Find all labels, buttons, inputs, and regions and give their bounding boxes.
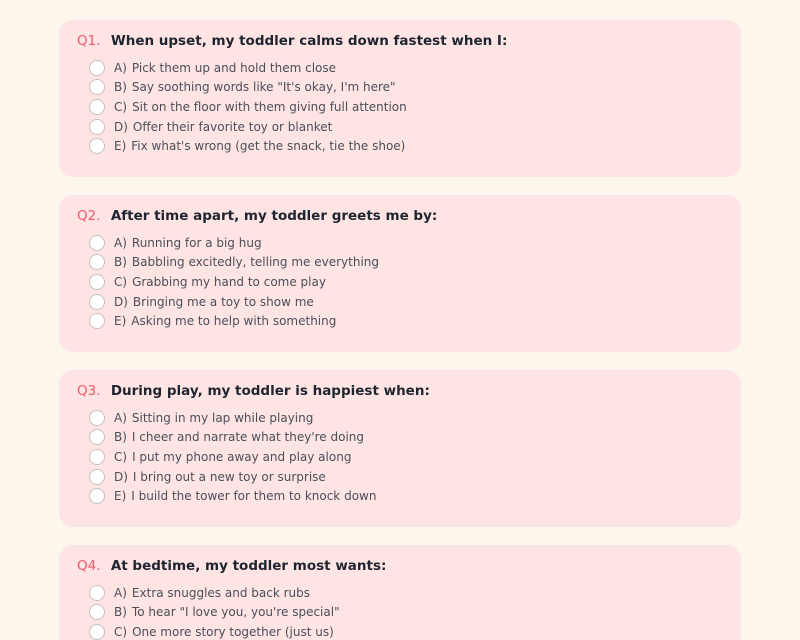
answer-option-d[interactable] [89,292,379,312]
question-card-q4 [59,545,741,640]
option-letter: D) [114,294,128,309]
radio-button-icon[interactable] [89,274,105,290]
option-letter: C) [114,99,128,114]
question-text: When upset, my toddler calms down fastest when I: [110,33,508,49]
radio-button-icon[interactable] [89,138,105,154]
option-text: To hear "I love you, you're special" [131,605,340,620]
answer-option-e[interactable] [89,311,379,331]
radio-button-icon[interactable] [89,119,105,135]
answer-option-a[interactable] [89,233,379,253]
question-number: Q1. [77,33,101,49]
answer-option-b[interactable] [89,603,340,623]
radio-button-icon[interactable] [89,99,105,115]
question-number: Q4. [77,558,101,574]
option-letter: E) [114,139,127,154]
option-text: One more story together (just us) [132,624,334,639]
answer-option-d[interactable] [89,467,376,487]
option-text: I cheer and narrate what they're doing [131,430,365,445]
option-text: Extra snuggles and back rubs [131,585,310,600]
option-text: Sit on the floor with them giving full attention [132,99,407,114]
answer-option-b[interactable] [89,428,376,448]
option-text: Asking me to help with something [131,314,337,329]
option-letter: D) [114,469,128,484]
answer-option-e[interactable] [89,136,407,156]
question-number: Q3. [77,383,101,399]
option-text: Offer their favorite toy or blanket [132,119,333,134]
option-text: Babbling excitedly, telling me everything [131,255,379,270]
option-letter: D) [114,119,128,134]
answer-option-e[interactable] [89,486,376,506]
option-text: Bringing me a toy to show me [132,294,314,309]
radio-button-icon[interactable] [89,429,105,445]
radio-button-icon[interactable] [89,469,105,485]
radio-button-icon[interactable] [89,254,105,270]
option-text: Sitting in my lap while playing [131,410,314,425]
option-text: Fix what's wrong (get the snack, tie the shoe) [131,139,406,154]
option-letter: A) [114,235,127,250]
option-letter: E) [114,314,127,329]
question-card-q3 [59,370,741,527]
option-letter: A) [114,60,127,75]
option-text: Say soothing words like "It's okay, I'm here" [131,80,396,95]
option-letter: A) [114,585,127,600]
option-letter: C) [114,624,128,639]
question-text: During play, my toddler is happiest when: [110,383,430,399]
option-letter: B) [114,430,127,445]
option-text: Running for a big hug [131,235,262,250]
answer-options [89,408,376,506]
answer-option-b[interactable] [89,78,407,98]
option-letter: A) [114,410,127,425]
option-letter: B) [114,605,127,620]
answer-option-c[interactable] [89,622,340,640]
radio-button-icon[interactable] [89,60,105,76]
answer-options [89,233,379,331]
radio-button-icon[interactable] [89,313,105,329]
question-heading [77,208,437,224]
radio-button-icon[interactable] [89,410,105,426]
option-letter: C) [114,274,128,289]
option-text: Pick them up and hold them close [131,60,337,75]
answer-option-a[interactable] [89,583,340,603]
option-text: Grabbing my hand to come play [132,274,326,289]
radio-button-icon[interactable] [89,79,105,95]
radio-button-icon[interactable] [89,585,105,601]
radio-button-icon[interactable] [89,624,105,640]
question-heading [77,383,430,399]
radio-button-icon[interactable] [89,294,105,310]
question-heading [77,558,386,574]
option-letter: C) [114,449,128,464]
question-number: Q2. [77,208,101,224]
radio-button-icon[interactable] [89,604,105,620]
radio-button-icon[interactable] [89,449,105,465]
answer-option-b[interactable] [89,253,379,273]
option-text: I build the tower for them to knock down [131,489,377,504]
answer-options [89,58,407,156]
answer-option-d[interactable] [89,117,407,137]
option-letter: B) [114,80,127,95]
question-heading [77,33,507,49]
radio-button-icon[interactable] [89,488,105,504]
option-letter: B) [114,255,127,270]
answer-options [89,583,340,640]
answer-option-c[interactable] [89,97,407,117]
radio-button-icon[interactable] [89,235,105,251]
answer-option-a[interactable] [89,408,376,428]
answer-option-c[interactable] [89,447,376,467]
question-text: After time apart, my toddler greets me by: [110,208,438,224]
question-text: At bedtime, my toddler most wants: [110,558,387,574]
question-card-q2 [59,195,741,352]
question-card-q1 [59,20,741,177]
option-text: I put my phone away and play along [132,449,352,464]
answer-option-c[interactable] [89,272,379,292]
option-text: I bring out a new toy or surprise [132,469,326,484]
answer-option-a[interactable] [89,58,407,78]
option-letter: E) [114,489,127,504]
